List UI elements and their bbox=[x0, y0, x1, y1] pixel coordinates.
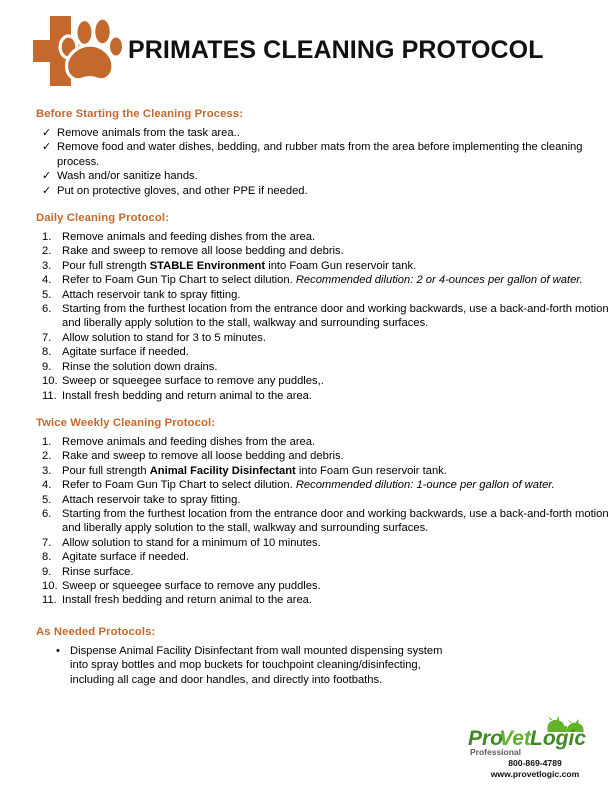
phone-number: 800-869-4789 bbox=[508, 758, 562, 768]
list-item-number: 7. bbox=[42, 536, 52, 549]
list-item-number: 8. bbox=[42, 346, 52, 359]
list-item bbox=[0, 449, 612, 463]
document-body bbox=[0, 108, 612, 687]
page-title: PRIMATES CLEANING PROTOCOL bbox=[128, 36, 544, 64]
section-heading: As Needed Protocols: bbox=[36, 625, 156, 638]
check-icon: ✓ bbox=[42, 184, 52, 197]
list-item-number: 7. bbox=[42, 331, 52, 344]
section-heading: Before Starting the Cleaning Process: bbox=[36, 108, 244, 120]
list-item-text: Starting from the furthest location from the entrance door and working backwards, use a back-and-forth motion and liberally apply solution to the stall, walkway and surrounding surfaces. bbox=[62, 303, 609, 330]
checklist-before-starting bbox=[0, 126, 612, 198]
list-item-text: Put on protective gloves, and other PPE if needed. bbox=[57, 184, 308, 197]
document-footer bbox=[466, 712, 606, 786]
list-item bbox=[0, 493, 612, 507]
list-item-number: 10. bbox=[42, 375, 58, 388]
paw-print-icon bbox=[57, 16, 123, 86]
list-item bbox=[0, 259, 612, 273]
list-item-number: 5. bbox=[42, 493, 52, 506]
emphasis-dilution-note: Recommended dilution: 1-ounce per gallon of water. bbox=[295, 479, 555, 492]
list-item bbox=[0, 302, 612, 331]
list-item-text: Remove animals and feeding dishes from the area. bbox=[62, 231, 316, 244]
section-heading: Daily Cleaning Protocol: bbox=[36, 212, 169, 225]
list-item-text: Pour full strength STABLE Environment into Foam Gun reservoir tank. bbox=[62, 259, 417, 272]
list-item-number: 10. bbox=[42, 579, 58, 592]
list-item-text: Refer to Foam Gun Tip Chart to select dilution. Recommended dilution: 2 or 4-ounces per gallon of water. bbox=[62, 274, 583, 287]
list-item-text: Sweep or squeegee surface to remove any puddles. bbox=[62, 579, 321, 592]
list-item bbox=[0, 644, 612, 687]
list-item-number: 5. bbox=[42, 288, 52, 301]
list-item bbox=[0, 331, 612, 345]
list-item bbox=[0, 565, 612, 579]
brand-vet: Vet bbox=[499, 727, 531, 750]
brand-pro: Pro bbox=[468, 727, 504, 750]
list-item-number: 1. bbox=[42, 435, 52, 448]
list-item-number: 6. bbox=[42, 303, 52, 316]
list-item-number: 3. bbox=[42, 259, 52, 272]
list-item-text: Starting from the furthest location from the entrance door and working backwards, use a back-and-forth motion and liberally apply solution to the stall, walkway and surrounding surfaces. bbox=[62, 507, 609, 535]
list-item-number: 4. bbox=[42, 479, 52, 492]
list-item-number: 2. bbox=[42, 245, 52, 258]
list-item-text: Install fresh bedding and return animal to the area. bbox=[62, 594, 313, 607]
list-item bbox=[0, 360, 612, 374]
bullet-icon: • bbox=[56, 644, 60, 657]
check-icon: ✓ bbox=[42, 170, 52, 183]
provetlogic-logo bbox=[466, 712, 601, 758]
list-item-number: 11. bbox=[42, 594, 57, 607]
check-icon: ✓ bbox=[42, 141, 52, 154]
list-item bbox=[0, 435, 612, 449]
numbered-list-daily bbox=[0, 230, 612, 403]
list-item bbox=[0, 579, 612, 593]
list-item-text: Remove animals from the task area.. bbox=[57, 127, 240, 139]
list-item bbox=[0, 273, 612, 287]
list-item bbox=[0, 507, 612, 536]
list-item bbox=[0, 464, 612, 478]
emphasis-dilution-note: Recommended dilution: 2 or 4-ounces per gallon of water. bbox=[295, 274, 583, 287]
website-url[interactable]: www.provetlogic.com bbox=[490, 769, 580, 779]
list-item bbox=[0, 169, 612, 183]
list-item-text: Refer to Foam Gun Tip Chart to select dilution. Recommended dilution: 1-ounce per gallon of water. bbox=[62, 479, 555, 492]
list-item bbox=[0, 389, 612, 403]
list-item-text: Attach reservoir take to spray fitting. bbox=[62, 493, 241, 506]
list-item-text: Allow solution to stand for a minimum of 10 minutes. bbox=[62, 536, 321, 549]
list-item-text: Attach reservoir tank to spray fitting. bbox=[62, 288, 241, 301]
list-item-number: 9. bbox=[42, 565, 52, 578]
section-daily-cleaning bbox=[0, 212, 612, 403]
list-item-text: Wash and/or sanitize hands. bbox=[57, 170, 198, 183]
numbered-list-twice-weekly bbox=[0, 435, 612, 608]
list-item-text: Allow solution to stand for 3 to 5 minutes. bbox=[62, 331, 266, 344]
list-item-number: 8. bbox=[42, 551, 52, 564]
list-item bbox=[0, 244, 612, 258]
section-as-needed bbox=[0, 626, 612, 687]
list-item-text: Agitate surface if needed. bbox=[62, 346, 189, 359]
brand-professional: Professional bbox=[470, 747, 522, 757]
document-header bbox=[0, 0, 612, 100]
list-item-number: 9. bbox=[42, 360, 52, 373]
list-item-text: Install fresh bedding and return animal to the area. bbox=[62, 389, 313, 402]
list-item bbox=[0, 374, 612, 388]
emphasis-product-name: Animal Facility Disinfectant bbox=[149, 464, 296, 477]
list-item-text: Dispense Animal Facility Disinfectant from wall mounted dispensing system into spray bottles and mop buckets for touchpoint cleaning/disinfecting, including all cage and door handles, and directly into footbaths. bbox=[70, 644, 443, 686]
list-item bbox=[0, 184, 612, 198]
cross-paw-logo bbox=[33, 16, 123, 86]
list-item bbox=[0, 126, 612, 140]
list-item-number: 6. bbox=[42, 507, 52, 520]
emphasis-product-name: STABLE Environment bbox=[149, 259, 266, 272]
list-item-text: Pour full strength Animal Facility Disinfectant into Foam Gun reservoir tank. bbox=[62, 464, 447, 477]
list-item-number: 4. bbox=[42, 274, 52, 287]
list-item bbox=[0, 345, 612, 359]
list-item-text: Remove animals and feeding dishes from the area. bbox=[62, 435, 316, 448]
list-item-text: Sweep or squeegee surface to remove any puddles,. bbox=[62, 375, 324, 388]
brand-logic: Logic bbox=[530, 727, 586, 750]
list-item-number: 1. bbox=[42, 231, 52, 244]
bullet-list-as-needed bbox=[0, 644, 612, 687]
list-item bbox=[0, 478, 612, 492]
list-item-number: 3. bbox=[42, 464, 52, 477]
contact-info bbox=[466, 758, 604, 780]
list-item-number: 2. bbox=[42, 450, 52, 463]
list-item bbox=[0, 550, 612, 564]
section-twice-weekly-cleaning bbox=[0, 417, 612, 608]
list-item bbox=[0, 593, 612, 607]
list-item-text: Rinse the solution down drains. bbox=[62, 360, 218, 373]
list-item bbox=[0, 140, 612, 169]
section-heading: Twice Weekly Cleaning Protocol: bbox=[36, 416, 216, 429]
section-before-starting bbox=[0, 108, 612, 198]
list-item-text: Remove food and water dishes, bedding, and rubber mats from the area before implementing the cleaning process. bbox=[57, 141, 583, 168]
list-item bbox=[0, 288, 612, 302]
list-item-text: Agitate surface if needed. bbox=[62, 551, 189, 564]
list-item-text: Rinse surface. bbox=[62, 565, 134, 578]
list-item-number: 11. bbox=[42, 389, 57, 402]
check-icon: ✓ bbox=[42, 127, 52, 139]
list-item-text: Rake and sweep to remove all loose bedding and debris. bbox=[62, 245, 344, 258]
list-item bbox=[0, 536, 612, 550]
list-item-text: Rake and sweep to remove all loose bedding and debris. bbox=[62, 450, 344, 463]
list-item bbox=[0, 230, 612, 244]
